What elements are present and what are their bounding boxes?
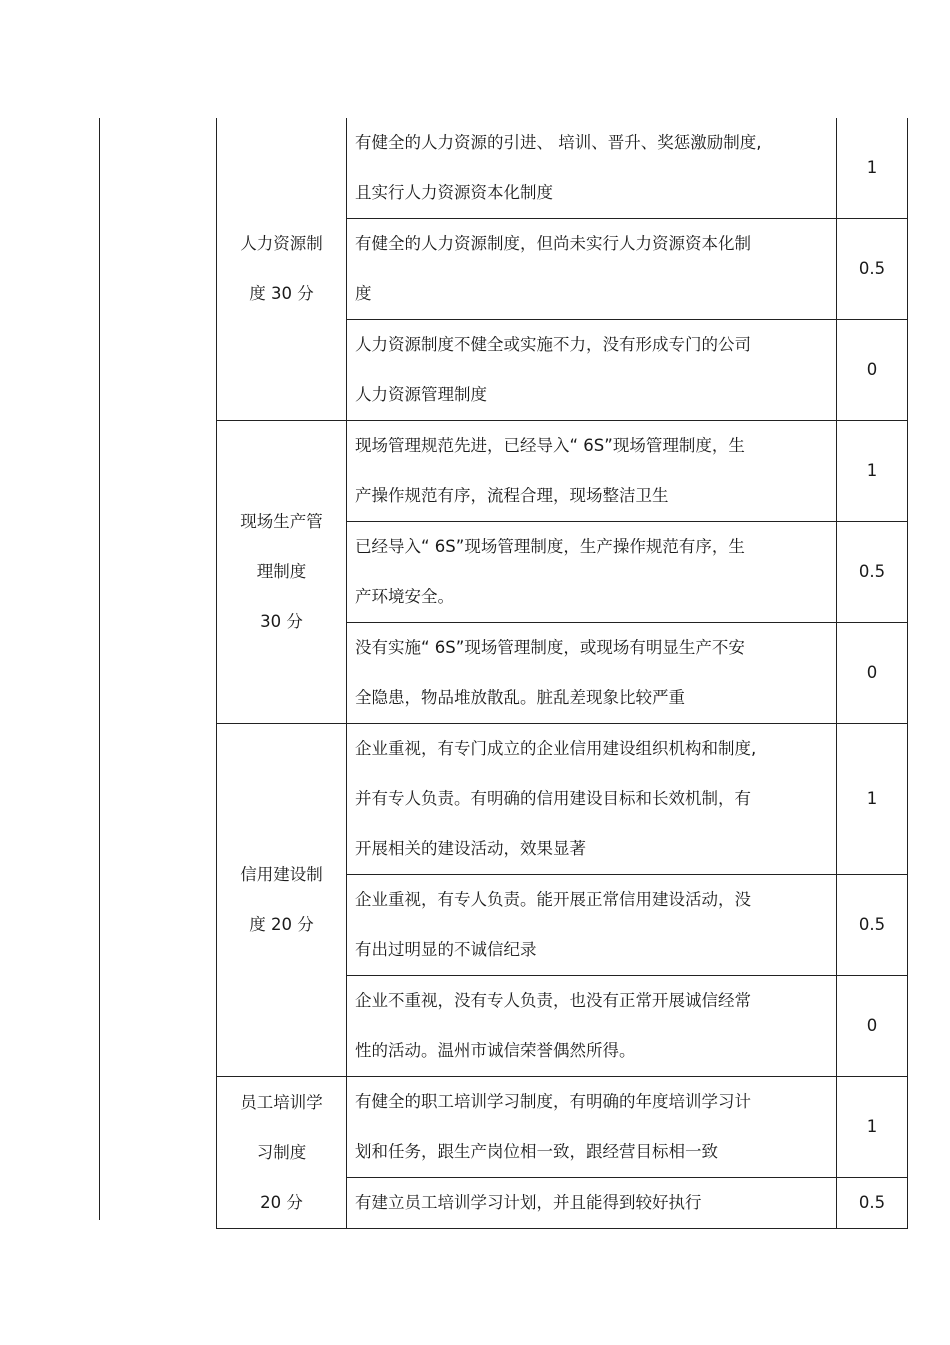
criterion-text-line: 企业重视，有专人负责。能开展正常信用建设活动，没 bbox=[355, 890, 751, 909]
score-value: 1 bbox=[837, 118, 908, 219]
category-cell bbox=[217, 724, 347, 1077]
criterion-description bbox=[347, 976, 837, 1077]
score-value: 1 bbox=[837, 421, 908, 522]
criterion-text-line: 有出过明显的不诚信纪录 bbox=[355, 940, 537, 959]
scoring-table bbox=[216, 118, 908, 1229]
criterion-description bbox=[347, 522, 837, 623]
criterion-text-line: 企业不重视，没有专人负责，也没有正常开展诚信经常 bbox=[355, 991, 751, 1010]
score-value: 0.5 bbox=[837, 219, 908, 320]
criterion-text-line: 人力资源管理制度 bbox=[355, 385, 487, 404]
criterion-description bbox=[347, 623, 837, 724]
criterion-text-line: 且实行人力资源资本化制度 bbox=[355, 183, 553, 202]
score-value: 0 bbox=[837, 976, 908, 1077]
criterion-row bbox=[217, 724, 908, 875]
category-label: 20 分 bbox=[260, 1192, 303, 1212]
criterion-description bbox=[347, 724, 837, 875]
score-value: 0.5 bbox=[837, 522, 908, 623]
criterion-text-line: 产操作规范有序，流程合理，现场整洁卫生 bbox=[355, 486, 669, 505]
category-label: 人力资源制 bbox=[240, 234, 323, 253]
criterion-row bbox=[217, 1077, 908, 1178]
criterion-text-line: 性的活动。温州市诚信荣誉偶然所得。 bbox=[355, 1041, 636, 1060]
criterion-text-line: 有建立员工培训学习计划，并且能得到较好执行 bbox=[355, 1193, 702, 1212]
score-value: 0 bbox=[837, 623, 908, 724]
criterion-description bbox=[347, 1077, 837, 1178]
criterion-text-line: 全隐患，物品堆放散乱。脏乱差现象比较严重 bbox=[355, 688, 685, 707]
criterion-text-line: 有健全的职工培训学习制度，有明确的年度培训学习计 bbox=[355, 1092, 751, 1111]
criterion-row bbox=[217, 118, 908, 219]
category-label: 30 分 bbox=[260, 612, 303, 631]
criterion-text-line: 开展相关的建设活动，效果显著 bbox=[355, 839, 586, 858]
criterion-text-line: 已经导入“ 6S”现场管理制度，生产操作规范有序，生 bbox=[355, 537, 745, 556]
criterion-text-line: 现场管理规范先进，已经导入“ 6S”现场管理制度，生 bbox=[355, 436, 745, 455]
category-cell bbox=[217, 118, 347, 421]
criterion-text-line: 有健全的人力资源的引进、 培训、晋升、奖惩激励制度, bbox=[355, 133, 762, 152]
score-value: 1 bbox=[837, 1077, 908, 1178]
score-value: 0 bbox=[837, 320, 908, 421]
criterion-text-line: 划和任务，跟生产岗位相一致，跟经营目标相一致 bbox=[355, 1142, 718, 1161]
category-label: 习制度 bbox=[256, 1142, 307, 1162]
criterion-text-line: 企业重视，有专门成立的企业信用建设组织机构和制度, bbox=[355, 739, 757, 758]
category-label: 现场生产管 bbox=[240, 512, 323, 531]
score-value: 0.5 bbox=[837, 875, 908, 976]
category-cell bbox=[217, 1077, 347, 1229]
criterion-description bbox=[347, 875, 837, 976]
criterion-description bbox=[347, 118, 837, 219]
criterion-text-line: 有健全的人力资源制度，但尚未实行人力资源资本化制 bbox=[355, 234, 751, 253]
criterion-description bbox=[347, 421, 837, 522]
category-cell bbox=[217, 421, 347, 724]
criterion-text-line: 度 bbox=[355, 284, 372, 303]
criterion-row bbox=[217, 421, 908, 522]
criterion-description bbox=[347, 320, 837, 421]
score-value: 0.5 bbox=[837, 1178, 908, 1229]
criterion-text-line: 产环境安全。 bbox=[355, 587, 454, 606]
category-label: 理制度 bbox=[256, 562, 307, 581]
score-value: 1 bbox=[837, 724, 908, 875]
criterion-description bbox=[347, 219, 837, 320]
outer-left-border bbox=[99, 118, 100, 1220]
category-label: 度 20 分 bbox=[249, 915, 314, 934]
category-label: 员工培训学 bbox=[240, 1092, 323, 1112]
criterion-text-line: 没有实施“ 6S”现场管理制度，或现场有明显生产不安 bbox=[355, 638, 745, 657]
criterion-text-line: 人力资源制度不健全或实施不力，没有形成专门的公司 bbox=[355, 335, 751, 354]
criterion-text-line: 并有专人负责。有明确的信用建设目标和长效机制，有 bbox=[355, 789, 751, 808]
category-label: 信用建设制 bbox=[240, 865, 323, 884]
criterion-description bbox=[347, 1178, 837, 1229]
category-label: 度 30 分 bbox=[249, 284, 314, 303]
